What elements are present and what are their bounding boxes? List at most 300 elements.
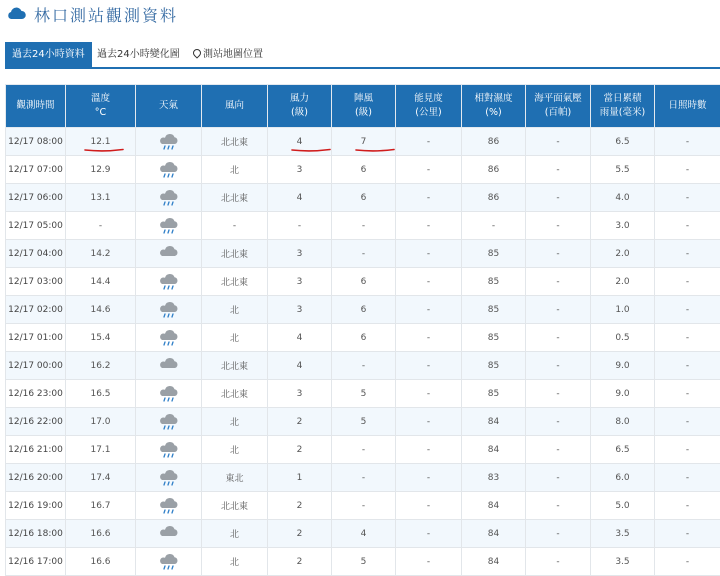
cell-rh (462, 520, 526, 548)
cell-rain (591, 296, 655, 324)
tab-past-24h-chart[interactable] (97, 42, 180, 67)
cell-pressure (526, 212, 591, 240)
cell-value: - (427, 445, 430, 455)
cell-value: 85 (488, 249, 499, 259)
cell-value: 84 (488, 529, 499, 539)
cell-value: 6.5 (615, 137, 629, 147)
rain-cloud-icon (158, 189, 180, 207)
cell-value: 北 (230, 555, 239, 568)
column-header-label: (百帕) (526, 106, 590, 120)
cell-time (6, 492, 66, 520)
cell-value: 6 (361, 193, 367, 203)
cell-gust (332, 436, 396, 464)
cell-wind-dir (202, 156, 268, 184)
tab-past-24h-data[interactable] (5, 42, 92, 67)
cell-gust (332, 492, 396, 520)
rain-cloud-icon (158, 441, 180, 459)
cell-value: 12/16 23:00 (8, 389, 63, 399)
cell-time (6, 324, 66, 352)
cell-value: 北 (230, 331, 239, 344)
cell-value: - (362, 249, 365, 259)
cell-rain (591, 128, 655, 156)
cell-wind (268, 240, 332, 268)
cell-value: 84 (488, 501, 499, 511)
cell-value: 16.7 (90, 501, 110, 511)
cell-value: 15.4 (90, 333, 110, 343)
cell-temp (66, 212, 136, 240)
rain-cloud-icon (158, 273, 180, 291)
cell-value: - (427, 473, 430, 483)
cell-value: 83 (488, 473, 499, 483)
cell-pressure (526, 240, 591, 268)
cell-rain (591, 352, 655, 380)
cell-value: 4 (297, 361, 303, 371)
cell-value: - (556, 249, 559, 259)
cell-time (6, 156, 66, 184)
cell-sun (655, 268, 720, 296)
cell-value: 6 (361, 165, 367, 175)
cloud-logo-icon (6, 6, 26, 20)
cell-value: 14.2 (90, 249, 110, 259)
cell-gust (332, 156, 396, 184)
cell-value: 北北東 (221, 359, 248, 372)
cell-value: 3.5 (615, 529, 629, 539)
cell-sun (655, 184, 720, 212)
cell-value: - (427, 193, 430, 203)
rain-cloud-icon (158, 497, 180, 515)
cell-rh (462, 156, 526, 184)
cell-pressure (526, 464, 591, 492)
cell-time (6, 184, 66, 212)
table-row (6, 408, 720, 436)
weather-cell (136, 324, 202, 352)
cell-time (6, 548, 66, 576)
cell-value: - (492, 221, 495, 231)
cell-rh (462, 212, 526, 240)
cell-time (6, 296, 66, 324)
column-header (6, 85, 66, 128)
red-underline-annotation (291, 147, 331, 153)
cell-value: 2.0 (615, 277, 629, 287)
cell-value: - (362, 221, 365, 231)
cell-value: 3 (297, 277, 303, 287)
weather-cell (136, 380, 202, 408)
cell-rh (462, 352, 526, 380)
cell-vis (396, 184, 462, 212)
cell-vis (396, 212, 462, 240)
cell-value: 12/16 22:00 (8, 417, 63, 427)
cell-value: 6 (361, 305, 367, 315)
cell-gust (332, 268, 396, 296)
column-header-label: 當日累積 (591, 92, 654, 106)
rain-cloud-icon (158, 161, 180, 179)
cell-rain (591, 464, 655, 492)
cell-rh (462, 128, 526, 156)
cell-gust (332, 324, 396, 352)
cell-value: - (686, 221, 689, 231)
cell-sun (655, 548, 720, 576)
column-header (396, 85, 462, 128)
cell-pressure (526, 380, 591, 408)
cell-sun (655, 492, 720, 520)
cell-value: - (686, 501, 689, 511)
rain-cloud-icon (158, 469, 180, 487)
cell-pressure (526, 128, 591, 156)
weather-cell (136, 548, 202, 576)
cell-time (6, 436, 66, 464)
cell-value: 12/16 18:00 (8, 529, 63, 539)
column-header-label: 相對濕度 (462, 92, 525, 106)
weather-cell (136, 156, 202, 184)
cell-wind-dir (202, 380, 268, 408)
cell-time (6, 128, 66, 156)
red-underline-annotation (84, 147, 124, 153)
table-row (6, 436, 720, 464)
weather-cell (136, 240, 202, 268)
rain-cloud-icon (158, 329, 180, 347)
cell-value: 85 (488, 361, 499, 371)
cell-value: - (233, 221, 236, 231)
tab-bar (5, 42, 720, 67)
column-header-label: (級) (268, 106, 331, 120)
cell-sun (655, 212, 720, 240)
map-pin-icon (191, 47, 202, 58)
cell-value: - (362, 361, 365, 371)
cell-wind-dir (202, 408, 268, 436)
cell-value: - (686, 557, 689, 567)
cell-value: 86 (488, 165, 499, 175)
cell-value: - (427, 249, 430, 259)
cell-sun (655, 464, 720, 492)
column-header-label: 風力 (268, 92, 331, 106)
cell-value: 12/16 20:00 (8, 473, 63, 483)
cell-value: 12/17 08:00 (8, 137, 63, 147)
cell-value: - (686, 473, 689, 483)
cell-rh (462, 268, 526, 296)
cell-value: - (427, 501, 430, 511)
cell-value: 16.6 (90, 557, 110, 567)
cell-value: 2 (297, 417, 303, 427)
page-title: 林口測站觀測資料 (34, 3, 178, 26)
cell-value: - (556, 333, 559, 343)
cell-value: 6 (361, 277, 367, 287)
weather-cell (136, 296, 202, 324)
cell-gust (332, 464, 396, 492)
cell-temp (66, 296, 136, 324)
cell-temp (66, 240, 136, 268)
table-header-row (6, 85, 720, 128)
weather-cell (136, 492, 202, 520)
cell-wind-dir (202, 548, 268, 576)
cell-value: - (99, 221, 102, 231)
column-header (136, 85, 202, 128)
column-header (66, 85, 136, 128)
column-header-label: 風向 (202, 99, 267, 113)
cell-rain (591, 240, 655, 268)
cell-value: 北北東 (221, 275, 248, 288)
cell-value: 0.5 (615, 333, 629, 343)
cell-pressure (526, 268, 591, 296)
cell-temp (66, 156, 136, 184)
cell-value: - (427, 305, 430, 315)
cell-rh (462, 408, 526, 436)
table-row (6, 464, 720, 492)
cell-time (6, 464, 66, 492)
cell-temp (66, 548, 136, 576)
column-header-label: 觀測時間 (6, 99, 65, 113)
cell-temp (66, 408, 136, 436)
cell-vis (396, 380, 462, 408)
cell-value: 17.1 (90, 445, 110, 455)
cell-sun (655, 380, 720, 408)
cell-temp (66, 520, 136, 548)
column-header-label: (%) (462, 106, 525, 120)
cell-rh (462, 324, 526, 352)
cell-gust (332, 380, 396, 408)
cell-temp (66, 324, 136, 352)
cell-pressure (526, 156, 591, 184)
cell-value: 12.9 (90, 165, 110, 175)
column-header-label: 陣風 (332, 92, 395, 106)
cell-value: 5 (361, 417, 367, 427)
cell-value: 12.1 (90, 137, 110, 147)
cell-gust (332, 548, 396, 576)
cell-value: - (686, 137, 689, 147)
table-row (6, 240, 720, 268)
column-header-label: 日照時數 (655, 99, 720, 113)
cell-value: - (427, 529, 430, 539)
cell-value: 3 (297, 165, 303, 175)
cell-wind (268, 408, 332, 436)
cell-value: 12/17 00:00 (8, 361, 63, 371)
cell-value: 12/17 05:00 (8, 221, 63, 231)
cell-value: 3 (297, 389, 303, 399)
cell-value: 3.0 (615, 221, 629, 231)
cell-rh (462, 436, 526, 464)
cell-temp (66, 436, 136, 464)
cell-wind-dir (202, 240, 268, 268)
cell-rh (462, 492, 526, 520)
cell-vis (396, 324, 462, 352)
cell-value: - (427, 137, 430, 147)
cell-value: - (686, 445, 689, 455)
cell-value: 北北東 (221, 135, 248, 148)
column-header-label: (公里) (396, 106, 461, 120)
cell-sun (655, 352, 720, 380)
column-header-label: (級) (332, 106, 395, 120)
cell-value: 6.5 (615, 445, 629, 455)
cell-temp (66, 268, 136, 296)
cell-rain (591, 324, 655, 352)
cell-value: - (686, 417, 689, 427)
rain-cloud-icon (158, 413, 180, 431)
cell-vis (396, 240, 462, 268)
weather-cell (136, 268, 202, 296)
cell-value: 84 (488, 417, 499, 427)
cell-value: 16.6 (90, 529, 110, 539)
cell-rh (462, 464, 526, 492)
cell-rain (591, 492, 655, 520)
cell-pressure (526, 548, 591, 576)
cell-time (6, 408, 66, 436)
table-row (6, 352, 720, 380)
cell-time (6, 268, 66, 296)
weather-cell (136, 184, 202, 212)
cell-gust (332, 128, 396, 156)
cell-value: - (556, 473, 559, 483)
cell-value: 5 (361, 389, 367, 399)
table-row (6, 268, 720, 296)
cell-gust (332, 352, 396, 380)
cell-value: 84 (488, 557, 499, 567)
cell-value: - (686, 249, 689, 259)
column-header (462, 85, 526, 128)
cell-value: - (556, 417, 559, 427)
cell-value: 12/16 17:00 (8, 557, 63, 567)
cell-value: - (427, 277, 430, 287)
cell-value: 12/17 03:00 (8, 277, 63, 287)
cell-value: - (298, 221, 301, 231)
cell-sun (655, 520, 720, 548)
weather-cell (136, 212, 202, 240)
cell-time (6, 380, 66, 408)
rain-cloud-icon (158, 301, 180, 319)
cell-value: 13.1 (90, 193, 110, 203)
cell-value: - (362, 473, 365, 483)
cell-gust (332, 184, 396, 212)
cell-time (6, 240, 66, 268)
cell-vis (396, 296, 462, 324)
table-row (6, 128, 720, 156)
cell-value: - (556, 305, 559, 315)
cell-value: - (362, 445, 365, 455)
cell-time (6, 212, 66, 240)
cloud-icon (158, 525, 180, 543)
cell-vis (396, 520, 462, 548)
cell-value: - (427, 221, 430, 231)
table-row (6, 380, 720, 408)
cell-vis (396, 156, 462, 184)
weather-cell (136, 352, 202, 380)
cell-value: 5.0 (615, 501, 629, 511)
cell-value: - (556, 529, 559, 539)
rain-cloud-icon (158, 217, 180, 235)
cell-pressure (526, 324, 591, 352)
cell-value: 16.2 (90, 361, 110, 371)
cell-value: 北 (230, 527, 239, 540)
cell-value: - (686, 333, 689, 343)
cell-wind (268, 352, 332, 380)
cell-wind-dir (202, 492, 268, 520)
cell-value: - (686, 389, 689, 399)
cell-temp (66, 380, 136, 408)
cell-rain (591, 156, 655, 184)
column-header (268, 85, 332, 128)
table-row (6, 324, 720, 352)
cell-rain (591, 408, 655, 436)
cell-value: - (686, 277, 689, 287)
cell-gust (332, 212, 396, 240)
cell-gust (332, 520, 396, 548)
cell-value: - (427, 165, 430, 175)
cell-value: - (686, 165, 689, 175)
cell-value: 4 (297, 333, 303, 343)
weather-cell (136, 520, 202, 548)
cell-wind (268, 212, 332, 240)
tab-station-map[interactable] (193, 42, 263, 67)
cell-value: 3 (297, 305, 303, 315)
tab-underline (5, 67, 720, 69)
cell-gust (332, 296, 396, 324)
cell-pressure (526, 408, 591, 436)
column-header (591, 85, 655, 128)
cell-sun (655, 128, 720, 156)
cell-value: 17.0 (90, 417, 110, 427)
column-header (655, 85, 720, 128)
tab-label: 測站地圖位置 (203, 49, 263, 60)
cell-value: - (556, 277, 559, 287)
observation-table (5, 84, 720, 576)
cell-value: 5 (361, 557, 367, 567)
cell-value: - (427, 417, 430, 427)
cell-value: 2 (297, 501, 303, 511)
cell-value: - (686, 529, 689, 539)
cloud-icon (158, 245, 180, 263)
cell-value: 東北 (225, 471, 243, 484)
red-underline-annotation (355, 147, 395, 153)
rain-cloud-icon (158, 553, 180, 571)
cell-vis (396, 128, 462, 156)
cell-time (6, 520, 66, 548)
cell-temp (66, 352, 136, 380)
cell-value: 85 (488, 305, 499, 315)
cell-value: 12/17 07:00 (8, 165, 63, 175)
table-row (6, 520, 720, 548)
cell-wind-dir (202, 268, 268, 296)
tab-label: 過去24小時變化圖 (97, 49, 180, 60)
cell-value: - (556, 389, 559, 399)
column-header-label: 天氣 (136, 99, 201, 113)
tab-label: 過去24小時資料 (12, 49, 85, 60)
cell-value: 2 (297, 557, 303, 567)
table-row (6, 548, 720, 576)
cell-vis (396, 268, 462, 296)
title-bar (0, 0, 720, 34)
cell-value: - (427, 361, 430, 371)
table-row (6, 212, 720, 240)
cell-value: 北北東 (221, 191, 248, 204)
table-row (6, 492, 720, 520)
cell-vis (396, 548, 462, 576)
cell-value: 12/17 06:00 (8, 193, 63, 203)
cell-temp (66, 492, 136, 520)
cell-value: - (556, 445, 559, 455)
cell-value: - (556, 557, 559, 567)
cell-value: 85 (488, 277, 499, 287)
cell-rain (591, 380, 655, 408)
cell-value: 北北東 (221, 499, 248, 512)
cell-rain (591, 436, 655, 464)
cell-wind (268, 548, 332, 576)
cell-wind (268, 184, 332, 212)
column-header-label: 溫度 (66, 92, 135, 106)
cell-value: 3 (297, 249, 303, 259)
cell-wind (268, 492, 332, 520)
cell-pressure (526, 520, 591, 548)
cell-value: 北 (230, 443, 239, 456)
cell-rh (462, 380, 526, 408)
cell-wind (268, 268, 332, 296)
